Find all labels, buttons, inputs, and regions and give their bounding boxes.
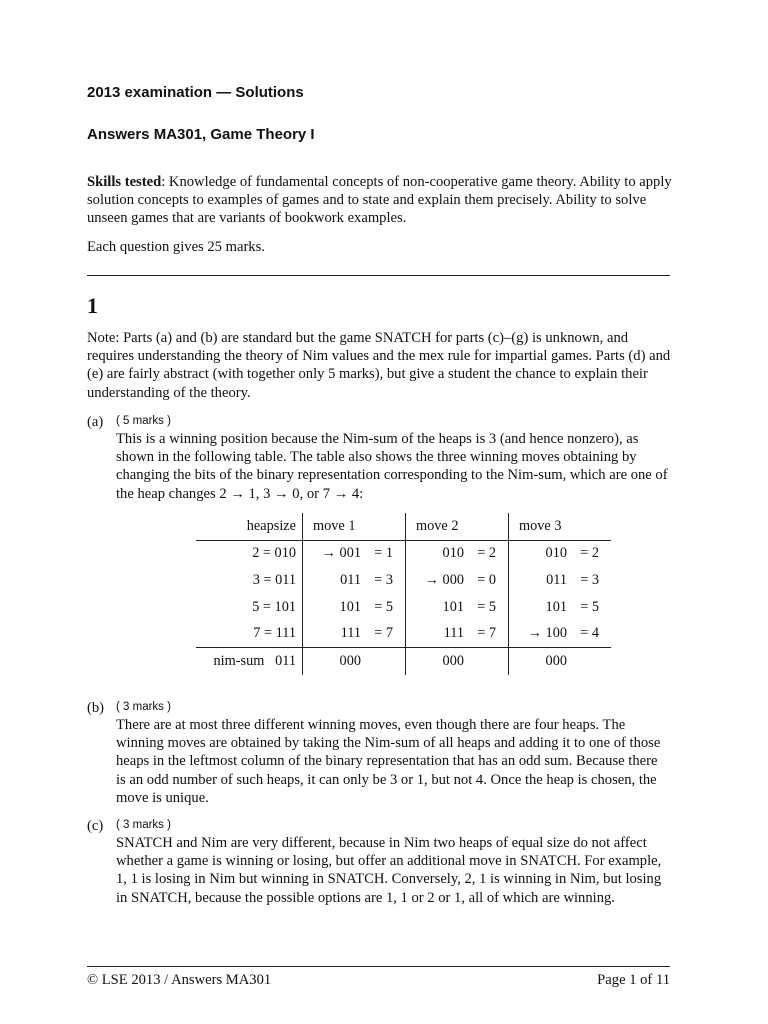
heap-cell: 3 = 011 (252, 571, 296, 588)
part-marks: ( 5 marks ) (116, 415, 171, 427)
table-row (196, 567, 611, 594)
nim-sum-row (196, 647, 611, 674)
move-value: 111 (443, 625, 464, 642)
move-equals: = 5 (374, 598, 393, 615)
section-divider (87, 275, 670, 276)
move-equals: = 3 (580, 571, 599, 588)
table-header: move 1 (303, 513, 406, 540)
question-number: 1 (87, 293, 98, 318)
marks-note: Each question gives 25 marks. (87, 239, 265, 255)
nim-sum-value: 000 (545, 652, 567, 669)
move-value: 111 (340, 625, 361, 642)
part-marks: ( 3 marks ) (116, 819, 171, 831)
nim-table (196, 513, 611, 675)
nim-sum-value: 000 (442, 652, 464, 669)
move-equals: = 5 (477, 598, 496, 615)
table-header: heapsize (196, 513, 303, 540)
move-equals: = 2 (580, 545, 599, 562)
move-equals: = 7 (477, 625, 496, 642)
exam-title: 2013 examination — Solutions (87, 84, 304, 101)
table-header: move 3 (509, 513, 612, 540)
table-row (196, 540, 611, 567)
footer-right: Page 1 of 11 (597, 972, 670, 988)
move-value: → 000 (424, 571, 464, 588)
move-value: 101 (545, 598, 567, 615)
part-text: There are at most three different winning moves, even though there are four heaps. The winning moves are obtained by taking the Nim-sum of all heaps and adding it to one of those heaps in the leftmost column of the binary representation that has an odd sum. Because there is an odd number of such heaps, it can only be 3 or 1, but not 4. Once the heap is chosen, the move is unique. (116, 717, 661, 806)
move-value: 011 (546, 571, 567, 588)
move-equals: = 7 (374, 625, 393, 642)
part-label: (a) (87, 414, 104, 430)
course-title: Answers MA301, Game Theory I (87, 126, 315, 143)
part-label: (b) (87, 700, 105, 716)
table-header: move 2 (406, 513, 509, 540)
question-note: Note: Parts (a) and (b) are standard but the game SNATCH for parts (c)–(g) is unknown, and requires understanding the theory of Nim values and the mex rule for impartial games. Parts (d) and (e) are fairly abstract (with together only 5 marks), but give a student the chance to explain their understanding of the theory. (87, 330, 671, 401)
skills-label: Skills tested (87, 174, 162, 190)
heap-cell: 7 = 111 (196, 620, 303, 647)
table-row (196, 620, 611, 647)
move-equals: = 5 (580, 598, 599, 615)
move-value: 101 (339, 598, 361, 615)
move-value: 010 (545, 545, 567, 562)
nim-sum-value: 000 (339, 652, 361, 669)
move-equals: = 2 (477, 545, 496, 562)
part-marks: ( 3 marks ) (116, 701, 171, 713)
skills-text: : Knowledge of fundamental concepts of non-cooperative game theory. Ability to apply solution concepts to examples of games and to state and explain them precisely. Ability to solve unseen games that are variants of bookwork examples. (87, 174, 672, 227)
footer-rule (87, 966, 670, 967)
move-equals: = 1 (374, 545, 393, 562)
part-text: This is a winning position because the Nim-sum of the heaps is 3 (and hence nonzero), as shown in the following table. The table also shows the three winning moves obtaining by changing the bits of the binary representation corresponding to the Nim-sum, which are one of the heap changes 2 → 1, 3 → 0, or 7 → 4: (116, 431, 668, 502)
move-value: 011 (340, 571, 361, 588)
table-header-row (196, 513, 611, 540)
part-label: (c) (87, 818, 104, 834)
table-row (196, 594, 611, 621)
footer-left: © LSE 2013 / Answers MA301 (87, 972, 272, 988)
part-text: SNATCH and Nim are very different, because in Nim two heaps of equal size do not affect whether a game is winning or losing, but offer an additional move in SNATCH. For example, 1, 1 is losing in Nim but winning in SNATCH. Conversely, 2, 1 is winning in Nim, but losing in SNATCH, because the possible options are 1, 1 or 2 or 1, all of which are winning. (116, 835, 662, 906)
skills-paragraph (87, 173, 672, 228)
nim-sum-label: nim-sum 011 (213, 652, 296, 669)
move-equals: = 4 (580, 625, 599, 642)
move-value: → 001 (321, 545, 361, 562)
move-value: 010 (442, 545, 464, 562)
move-value: 101 (442, 598, 464, 615)
move-equals: = 0 (477, 571, 496, 588)
heap-cell: 5 = 101 (252, 598, 296, 615)
move-equals: = 3 (374, 571, 393, 588)
move-value: → 100 (527, 625, 567, 642)
heap-cell: 2 = 010 (252, 545, 296, 562)
